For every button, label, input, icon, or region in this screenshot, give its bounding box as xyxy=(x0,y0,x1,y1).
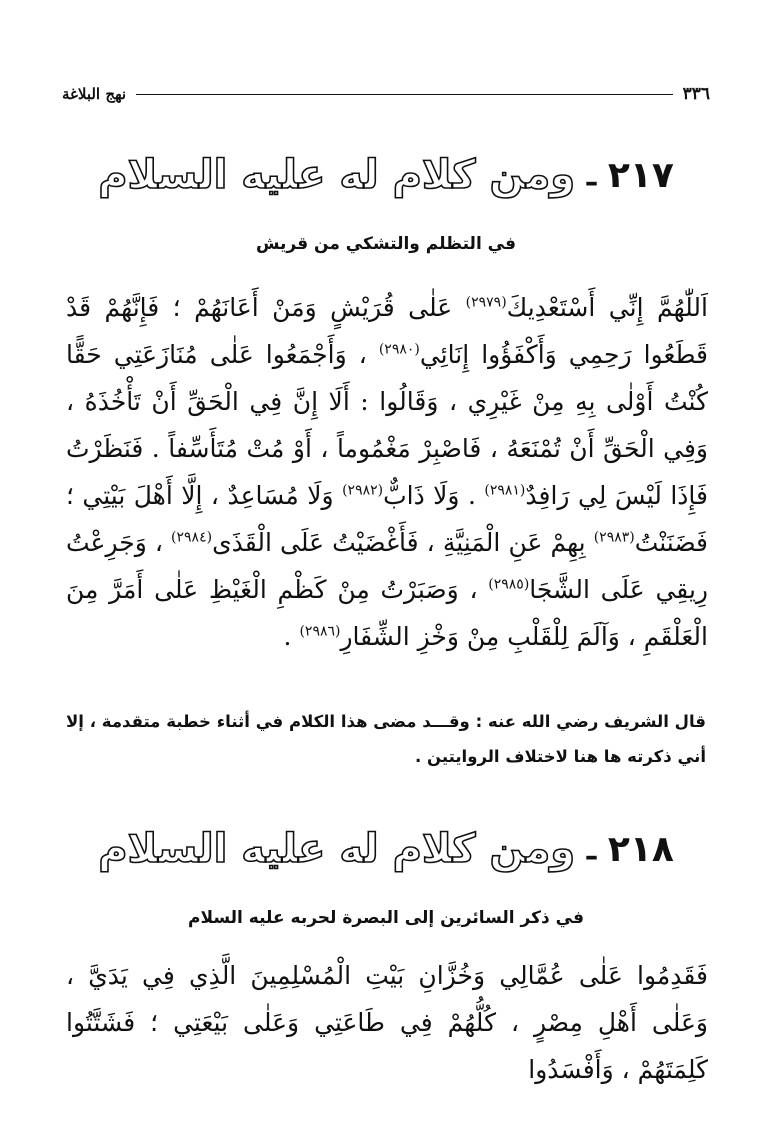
sharif-comment: قال الشريف رضي الله عنه : وقـــد مضى هذا الكلام في أثناء خطبة متقدمة ، إلا أني ذكرته ها هنا لاختلاف الروايتين . xyxy=(66,712,706,766)
section-number: ٢١٨ xyxy=(607,828,674,870)
sermon-text-217 xyxy=(66,284,708,660)
footnote-marker: (٢٩٨٥) xyxy=(488,576,530,593)
text-segment: وَلَا مُسَاعِدٌ ، إِلَّا أَهْلَ بَيْتِي ؛ فَضَنَنْتُ xyxy=(66,481,708,557)
text-segment: . xyxy=(283,622,300,651)
section-heading-218 xyxy=(0,826,772,872)
text-segment: ، وَصَبَرْتُ مِنْ كَظْمِ الْغَيْظِ عَلٰى أَمَرَّ مِنَ الْعَلْقَمِ ، وَآلَمَ لِلْقَلْبِ مِنْ وَخْزِ الشِّفَارِ xyxy=(66,575,708,651)
footnote-marker: (٢٩٨٠) xyxy=(378,341,420,358)
heading-dash: ـ xyxy=(587,157,596,193)
calligraphic-heading: ومن كلام له عليه السلام xyxy=(98,826,576,872)
footnote-marker: (٢٩٨١) xyxy=(484,482,526,499)
text-segment: اَللّٰهُمَّ إِنِّي أَسْتَعْدِيكَ xyxy=(506,293,708,322)
footnote-marker: (٢٩٧٩) xyxy=(465,294,507,311)
calligraphic-heading: ومن كلام له عليه السلام xyxy=(98,152,576,198)
page-number: ٣٣٦ xyxy=(682,84,710,104)
header-rule xyxy=(136,94,672,95)
book-title: نهج البلاغة xyxy=(62,85,127,103)
text-segment: ، وَجَرِعْتُ رِيقِي عَلَى الشَّجَا xyxy=(66,528,708,604)
heading-dash: ـ xyxy=(587,831,596,867)
text-segment: ، وَأَجْمَعُوا عَلٰى مُنَازَعَتِي حَقًّا كُنْتُ أَوْلٰى بِهِ مِنْ غَيْرِي ، وَقَالُوا : أَلَا إِنَّ فِي الْحَقِّ أَنْ تَأْخُذَهُ ، وَفِي الْحَقِّ أَنْ تُمْنَعَهُ ، فَاصْبِرْ مَغْمُوماً ، أَوْ مُتْ مُتَأَسِّفاً . فَنَظَرْتُ فَإِذَا لَيْسَ لِي رَافِدٌ xyxy=(66,340,708,510)
text-segment: عَلٰى قُرَيْشٍ وَمَنْ أَعَانَهُمْ ؛ فَإِنَّهُمْ قَدْ قَطَعُوا رَحِمِي وَأَكْفَؤُوا إِنَائِي xyxy=(66,293,708,369)
footnote-marker: (٢٩٨٦) xyxy=(299,623,341,640)
text-segment: فَقَدِمُوا عَلٰى عُمَّالِي وَخُزَّانِ بَيْتِ الْمُسْلِمِينَ الَّذِي فِي يَدَيَّ ، وَعَلٰى أَهْلِ مِصْرٍ ، كُلُّهُمْ فِي طَاعَتِي وَعَلٰى بَيْعَتِي ؛ فَشَتَّتُوا كَلِمَتَهُمْ ، وَأَفْسَدُوا xyxy=(66,961,708,1084)
footnote-marker: (٢٩٨٣) xyxy=(593,529,635,546)
sermon-text-218 xyxy=(66,952,708,1093)
section-subtitle-218: في ذكر السائرين إلى البصرة لحربه عليه السلام xyxy=(188,908,584,928)
section-heading-217 xyxy=(0,152,772,198)
running-header xyxy=(62,82,710,106)
footnote-marker: (٢٩٨٢) xyxy=(342,482,384,499)
text-segment: . وَلَا ذَابٌّ xyxy=(383,481,485,510)
section-subtitle-217: في التظلم والتشكي من قريش xyxy=(255,234,517,254)
section-number: ٢١٧ xyxy=(607,154,674,196)
text-segment: بِهِمْ عَنِ الْمَنِيَّةِ ، فَأَغْضَيْتُ عَلَى الْقَذَى xyxy=(212,528,594,557)
footnote-marker: (٢٩٨٤) xyxy=(171,529,213,546)
